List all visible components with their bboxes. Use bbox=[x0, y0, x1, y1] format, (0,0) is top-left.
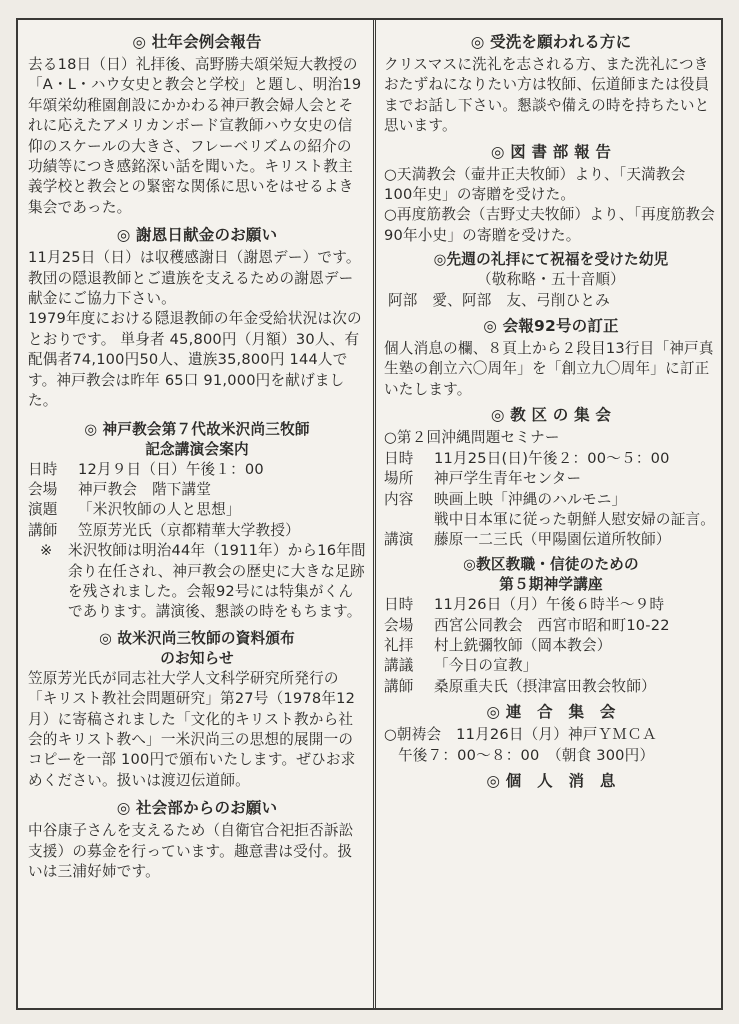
memorial-lecture-note bbox=[28, 541, 366, 623]
men-meeting-report-body: 去る18日（日）礼拝後、高野勝夫頌栄短大教授の「A・L・ハウ女史と教会と学校」と題し、明治19年頌栄幼稚園創設にかかわる神戸教会婦人会とそれに応えたアメリカンボード宣教師ハウ女史の信仰のスケールの大きさ、フレーベリズムの紹介の功績等につき感銘深い話を聞いた。キリスト教主義学校と教会との緊密な関係に思いをはせるよき集会であった。 bbox=[28, 56, 362, 216]
social-dept-request-body: 中谷康子さんを支えるため（自衛官合祀拒否訴訟支援）の募金を行っています。趣意書は受付。扱いは三浦好姉です。 bbox=[28, 822, 354, 880]
gratitude-offering-body-2: 1979年度における隠退教師の年金受給状況は次のとおりです。 単身者 45,800円（月額）30人、有配偶者74,100円50人、遺族35,800円 144人です。神戸教会は昨年 65口 91,000円を献げました。 bbox=[28, 310, 362, 410]
detail-key: 日時 bbox=[384, 449, 414, 467]
detail-key: 講演 bbox=[384, 531, 414, 549]
heading-joint-meeting: ◎ 連 合 集 会 bbox=[486, 703, 616, 722]
detail-key: 日時 bbox=[28, 460, 58, 478]
detail-key: 内容 bbox=[384, 490, 414, 508]
detail-value: 神戸教会 階下講堂 bbox=[78, 480, 212, 498]
library-report-item: ○再度筋教会（吉野丈夫牧師）より、「再度筋教会90年小史」の寄贈を受けた。 bbox=[384, 206, 716, 244]
detail-value: 村上銑彌牧師（岡本教会） bbox=[434, 636, 612, 654]
detail-value: 「米沢牧師の人と思想」 bbox=[78, 501, 241, 519]
heading-document-distribution: ◎ 故米沢尚三牧師の資料頒布 bbox=[99, 629, 295, 647]
heading-men-meeting-report: ◎ 壮年会例会報告 bbox=[132, 33, 262, 51]
detail-key: 会場 bbox=[28, 480, 58, 498]
heading-memorial-lecture: ◎ 神戸教会第７代故米沢尚三牧師 bbox=[84, 420, 310, 438]
memorial-lecture-details bbox=[28, 460, 366, 623]
detail-value: 映画上映「沖縄のハルモニ」 bbox=[434, 490, 627, 508]
detail-key: 講議 bbox=[384, 657, 414, 675]
document-distribution-body: 笠原芳光氏が同志社大学人文科学研究所発行の「キリスト教社会問題研究」第27号（1978年12月）に寄稿されました「文化的キリスト教から社会的キリスト教へ」一米沢尚三の思想的展開一のコピーを一部 100円で頒布いたします。ぜひお求めください。扱いは渡辺伝道師。 bbox=[28, 669, 356, 789]
heading-social-dept-request: ◎ 社会部からのお願い bbox=[116, 799, 278, 818]
blessed-infants-names: 阿部 愛、阿部 友、弓削ひとみ bbox=[388, 291, 610, 309]
right-column bbox=[384, 28, 718, 794]
detail-value: 12月９日（日）午後１：00 bbox=[78, 460, 264, 478]
column-divider bbox=[373, 20, 376, 1008]
heading-correction: ◎ 会報92号の訂正 bbox=[483, 317, 619, 336]
heading-memorial-lecture-2: 記念講演会案内 bbox=[145, 440, 249, 458]
note-text: 米沢牧師は明治44年（1911年）から16年間余り在任され、神戸教会の歴史に大きな足跡を残されました。会報92号には特集がくんであります。講演後、懇談の時をもちます。 bbox=[68, 542, 366, 621]
detail-row bbox=[384, 510, 718, 530]
detail-row bbox=[384, 595, 718, 615]
detail-row bbox=[384, 677, 718, 697]
library-report-item: ○天満教会（壷井正夫牧師）より、「天満教会 100年史」の寄贈を受けた。 bbox=[384, 165, 686, 204]
detail-row bbox=[384, 656, 718, 676]
detail-row bbox=[384, 490, 718, 510]
detail-key: 演題 bbox=[28, 501, 58, 519]
detail-value: 11月26日（月）午後６時半〜９時 bbox=[434, 596, 665, 614]
heading-gratitude-offering: ◎ 謝恩日献金のお願い bbox=[116, 226, 278, 245]
baptism-body: クリスマスに洗礼を志される方、また洗礼につきおたずねになりたい方は牧師、伝道師または役員までお話し下さい。懇談や備えの時を持ちたいと思います。 bbox=[384, 56, 710, 135]
detail-value: 笠原芳光氏（京都精華大学教授） bbox=[78, 521, 300, 539]
heading-theology-course: ◎教区教職・信徒のための bbox=[463, 555, 639, 573]
detail-value: 藤原一二三氏（甲陽園伝道所牧師） bbox=[434, 531, 671, 549]
heading-document-distribution-2: のお知らせ bbox=[160, 649, 234, 667]
detail-row bbox=[384, 449, 718, 469]
detail-key: 会場 bbox=[384, 616, 414, 634]
district-meeting-item: ○第２回沖縄問題セミナー bbox=[384, 429, 560, 447]
heading-blessed-infants: ◎先週の礼拝にて祝福を受けた幼児 bbox=[433, 251, 669, 269]
detail-value: 11月25日(日)午後２：00〜５：00 bbox=[434, 449, 670, 467]
detail-key: 場所 bbox=[384, 470, 414, 488]
heading-district-meetings: ◎ 教 区 の 集 会 bbox=[490, 406, 612, 425]
detail-value: 西宮公同教会 西宮市昭和町10-22 bbox=[434, 616, 670, 634]
joint-meeting-line: ○朝祷会 11月26日（月）神戸ＹＭＣＡ bbox=[384, 726, 657, 744]
heading-personal-news: ◎ 個 人 消 息 bbox=[486, 771, 616, 790]
heading-baptism: ◎ 受洗を願われる方に bbox=[470, 33, 632, 51]
detail-row bbox=[384, 616, 718, 636]
detail-row bbox=[28, 521, 366, 541]
theology-course-subtitle: 第５期神学講座 bbox=[499, 575, 603, 593]
blessed-infants-note: （敬称略・五十音順） bbox=[477, 271, 625, 289]
detail-row bbox=[28, 500, 366, 520]
detail-row bbox=[28, 480, 366, 500]
joint-meeting-line: 午後７：00〜８：00 （朝食 300円） bbox=[398, 746, 655, 764]
heading-library-report: ◎ 図 書 部 報 告 bbox=[490, 142, 612, 161]
detail-row bbox=[384, 530, 718, 550]
detail-key: 講師 bbox=[28, 521, 58, 539]
detail-value-continued: 戦中日本軍に従った朝鮮人慰安婦の証言。 bbox=[434, 510, 716, 528]
gratitude-offering-body-1: 11月25日（日）は収穫感謝日（謝恩デー）です。教団の隠退教師とご遺族を支えるための謝恩デー献金にご協力下さい。 bbox=[28, 249, 361, 308]
detail-value: 「今日の宣教」 bbox=[434, 657, 538, 675]
detail-key: 礼拝 bbox=[384, 636, 414, 654]
note-mark: ※ bbox=[40, 542, 53, 560]
detail-key: 講師 bbox=[384, 677, 414, 695]
correction-body: 個人消息の欄、８頁上から２段目13行目「神戸真生塾の創立六〇周年」を「創立九〇周年」に訂正いたします。 bbox=[384, 340, 714, 398]
bulletin-page bbox=[16, 18, 723, 1010]
detail-value: 神戸学生青年センター bbox=[434, 470, 582, 488]
detail-row bbox=[384, 636, 718, 656]
detail-row bbox=[28, 460, 366, 480]
detail-value: 桑原重夫氏（摂津富田教会牧師） bbox=[434, 677, 656, 695]
detail-row bbox=[384, 469, 718, 489]
left-column bbox=[28, 28, 366, 882]
detail-key: 日時 bbox=[384, 596, 414, 614]
